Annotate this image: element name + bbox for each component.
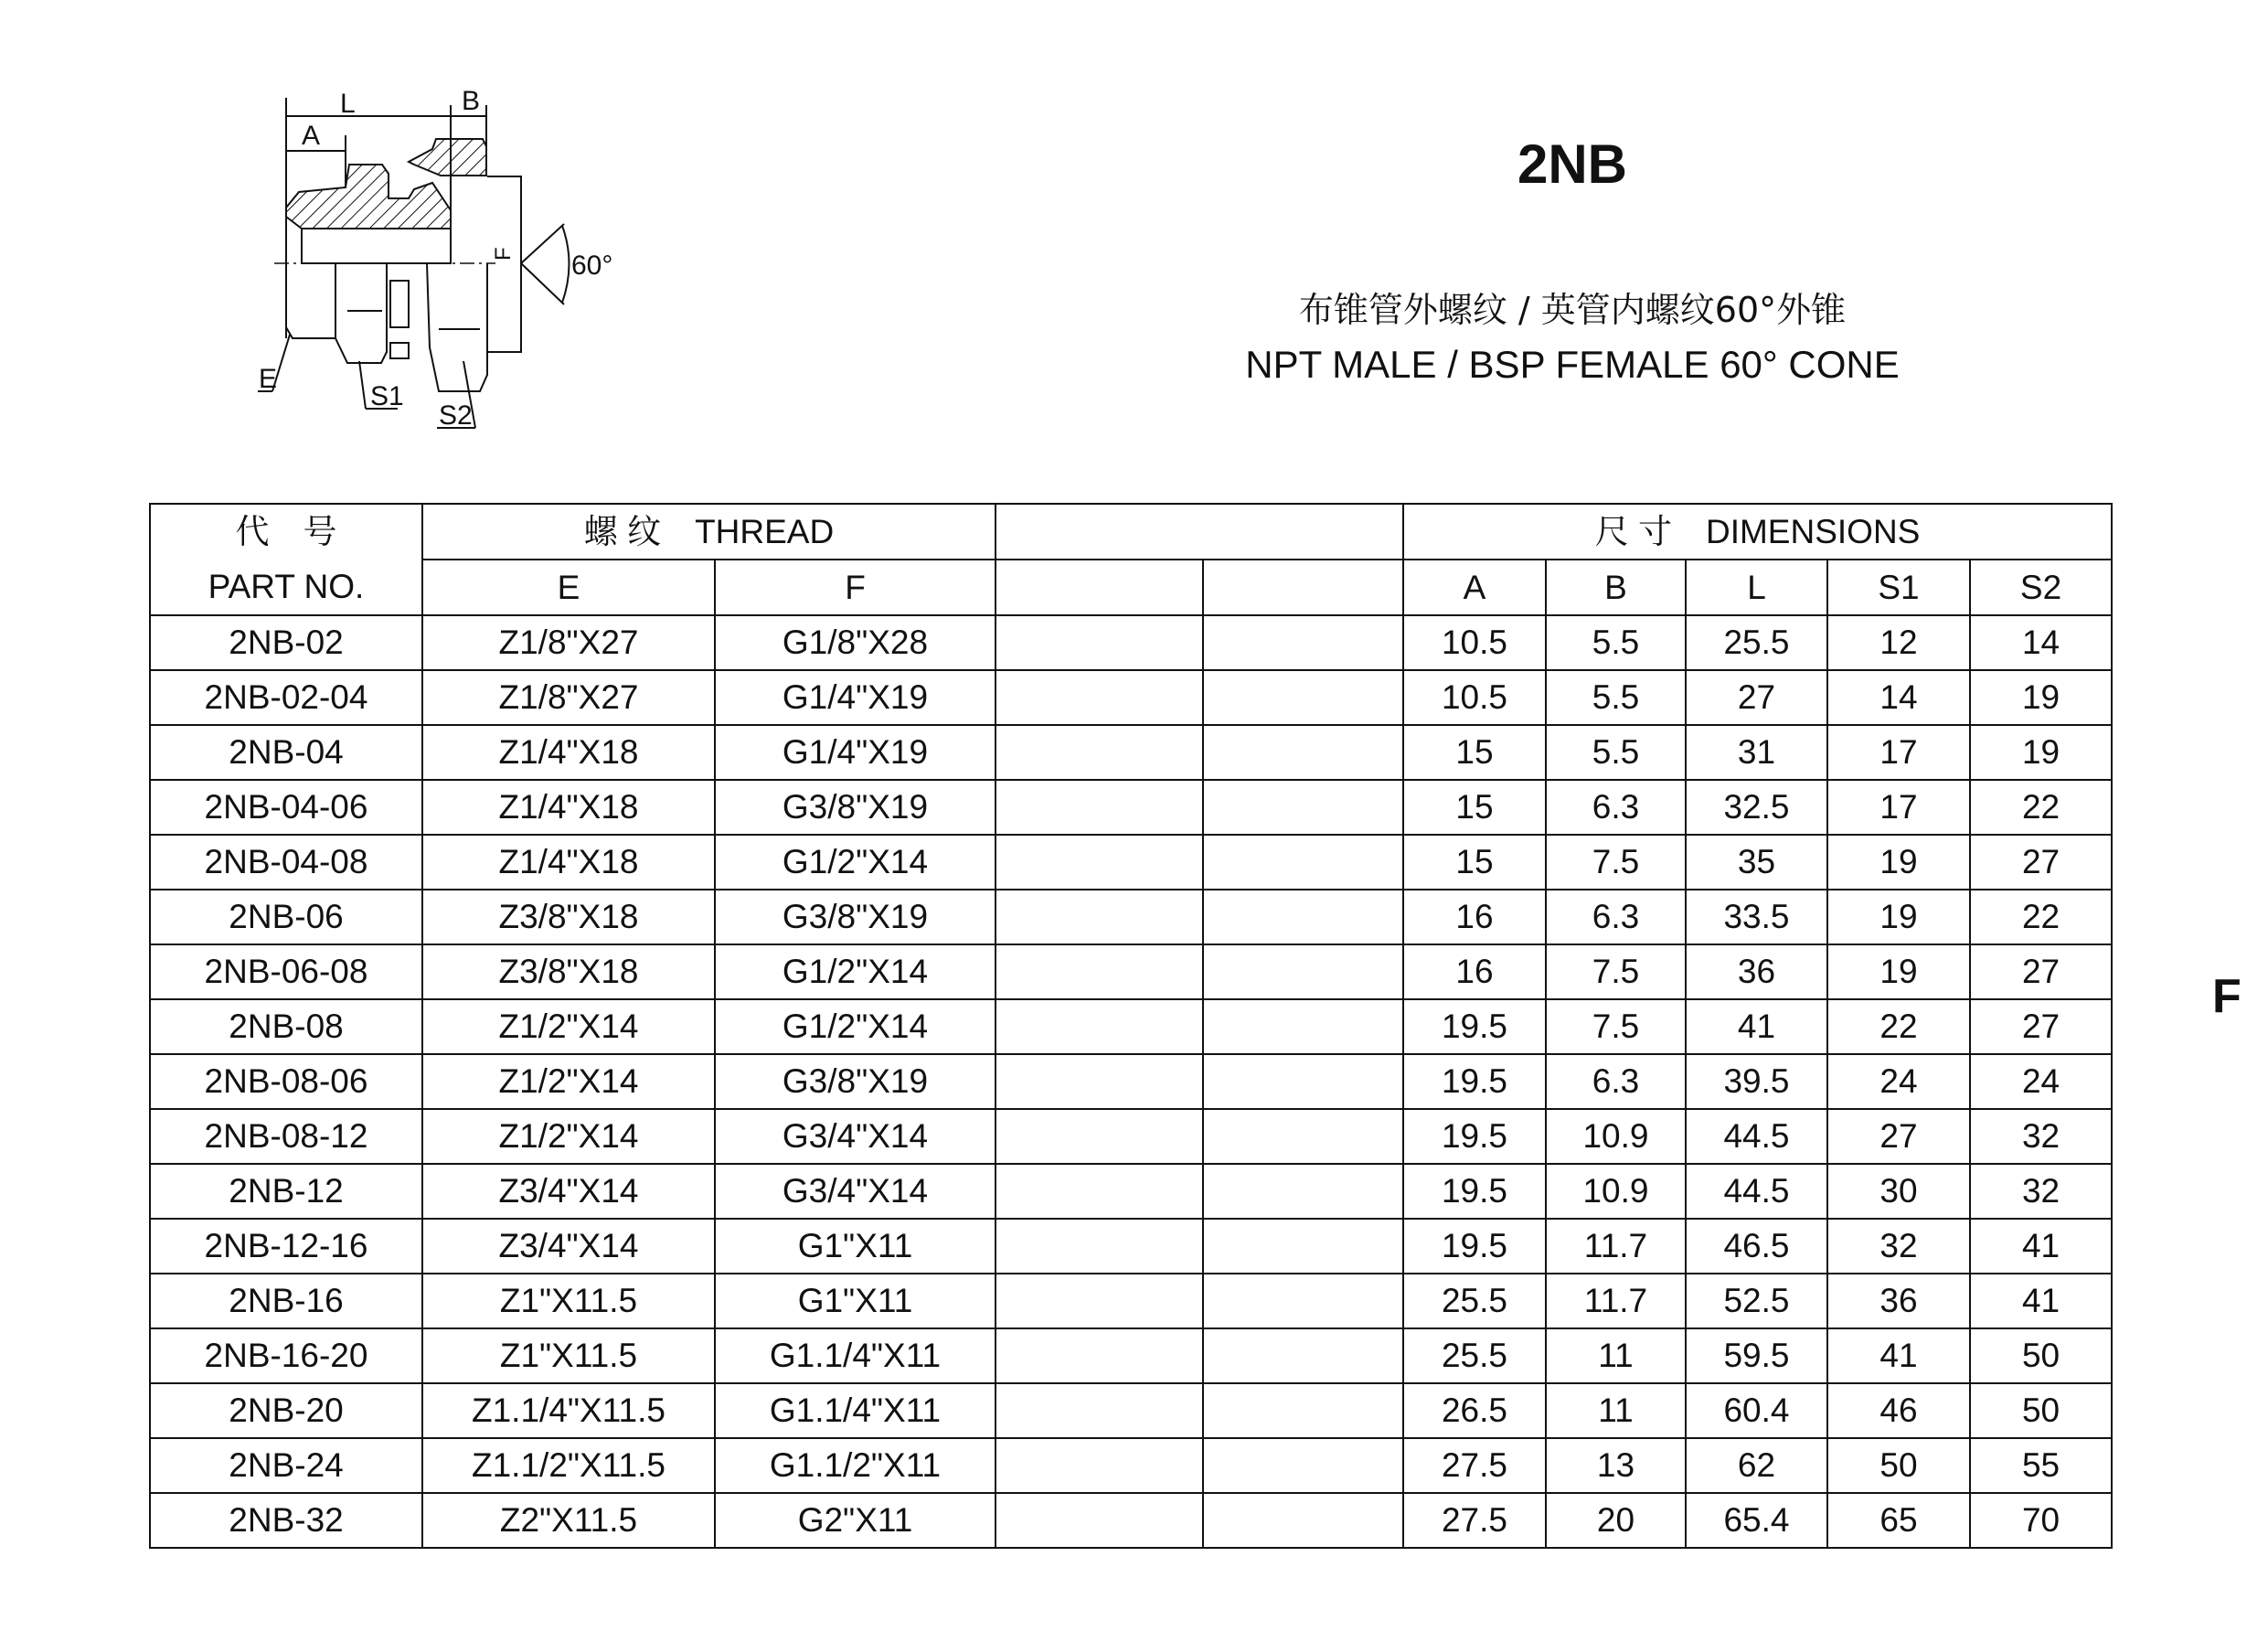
cell-dim-s1: 14 [1827, 670, 1970, 725]
table-row [150, 1054, 2112, 1109]
cell-dim-a: 26.5 [1403, 1383, 1546, 1438]
cell-blank [996, 1109, 1203, 1164]
cell-dim-a: 15 [1403, 835, 1546, 890]
table-row [150, 1383, 2112, 1438]
cell-dim-a: 19.5 [1403, 1164, 1546, 1219]
cell-dim-a: 19.5 [1403, 1054, 1546, 1109]
cell-dim-l: 27 [1686, 670, 1827, 725]
header-row-columns [150, 560, 2112, 615]
cell-dim-l: 25.5 [1686, 615, 1827, 670]
cell-dim-b: 11.7 [1546, 1274, 1686, 1328]
cell-dim-b: 7.5 [1546, 835, 1686, 890]
cell-dim-l: 33.5 [1686, 890, 1827, 944]
table-row [150, 1274, 2112, 1328]
cell-blank [996, 1164, 1203, 1219]
header-f: F [715, 560, 996, 615]
cell-thread-e: Z3/8"X18 [422, 944, 715, 999]
cell-part-no: 2NB-02-04 [150, 670, 422, 725]
cell-dim-s2: 19 [1970, 725, 2112, 780]
cell-dim-l: 60.4 [1686, 1383, 1827, 1438]
cell-blank [996, 1054, 1203, 1109]
cell-thread-e: Z1/4"X18 [422, 725, 715, 780]
cell-part-no: 2NB-20 [150, 1383, 422, 1438]
table-row [150, 890, 2112, 944]
cell-part-no: 2NB-16 [150, 1274, 422, 1328]
table-row [150, 999, 2112, 1054]
dim-label-l: L [340, 89, 356, 119]
product-code-title: 2NB [1517, 133, 1628, 195]
cell-blank [996, 1493, 1203, 1548]
cell-dim-s1: 50 [1827, 1438, 1970, 1493]
dim-label-s2: S2 [439, 400, 473, 431]
cell-dim-s2: 32 [1970, 1164, 2112, 1219]
cell-dim-b: 7.5 [1546, 999, 1686, 1054]
cell-dim-b: 10.9 [1546, 1109, 1686, 1164]
cell-blank [996, 999, 1203, 1054]
cell-dim-s2: 50 [1970, 1328, 2112, 1383]
table-row [150, 1164, 2112, 1219]
cell-blank [1203, 999, 1403, 1054]
cell-dim-s1: 22 [1827, 999, 1970, 1054]
cell-part-no: 2NB-06-08 [150, 944, 422, 999]
header-blank-1 [996, 560, 1203, 615]
cell-thread-e: Z3/4"X14 [422, 1219, 715, 1274]
dim-label-f: F [491, 247, 516, 261]
header-s2: S2 [1970, 560, 2112, 615]
cell-part-no: 2NB-04-06 [150, 780, 422, 835]
cell-blank [1203, 1383, 1403, 1438]
cell-dim-b: 20 [1546, 1493, 1686, 1548]
cell-part-no: 2NB-12 [150, 1164, 422, 1219]
cell-blank [1203, 1164, 1403, 1219]
cell-blank [1203, 615, 1403, 670]
cell-dim-s1: 32 [1827, 1219, 1970, 1274]
cell-thread-e: Z2"X11.5 [422, 1493, 715, 1548]
cell-dim-b: 11.7 [1546, 1219, 1686, 1274]
cell-dim-b: 7.5 [1546, 944, 1686, 999]
cell-dim-s2: 41 [1970, 1274, 2112, 1328]
cell-dim-b: 11 [1546, 1328, 1686, 1383]
cell-dim-a: 27.5 [1403, 1438, 1546, 1493]
cell-thread-f: G1"X11 [715, 1274, 996, 1328]
cell-dim-s2: 41 [1970, 1219, 2112, 1274]
table-row [150, 1219, 2112, 1274]
table-row [150, 1109, 2112, 1164]
header-l: L [1686, 560, 1827, 615]
cell-thread-e: Z1"X11.5 [422, 1274, 715, 1328]
cell-dim-a: 10.5 [1403, 670, 1546, 725]
cell-blank [1203, 944, 1403, 999]
fitting-cross-section-drawing [259, 86, 786, 453]
cell-dim-b: 11 [1546, 1383, 1686, 1438]
cell-dim-a: 16 [1403, 890, 1546, 944]
cell-thread-e: Z1/2"X14 [422, 1054, 715, 1109]
subtitle-english: NPT MALE / BSP FEMALE 60° CONE [1245, 343, 1900, 386]
cell-dim-s1: 27 [1827, 1109, 1970, 1164]
cell-dim-s2: 22 [1970, 890, 2112, 944]
cell-thread-e: Z1/8"X27 [422, 615, 715, 670]
cell-blank [996, 944, 1203, 999]
cell-thread-e: Z3/4"X14 [422, 1164, 715, 1219]
cell-dim-a: 10.5 [1403, 615, 1546, 670]
cell-dim-l: 52.5 [1686, 1274, 1827, 1328]
cell-blank [1203, 835, 1403, 890]
cell-thread-f: G1/2"X14 [715, 944, 996, 999]
cell-dim-a: 25.5 [1403, 1328, 1546, 1383]
cell-thread-e: Z1/4"X18 [422, 780, 715, 835]
cell-dim-a: 19.5 [1403, 1109, 1546, 1164]
cell-thread-f: G1/2"X14 [715, 999, 996, 1054]
cell-dim-s2: 32 [1970, 1109, 2112, 1164]
cell-dim-s1: 30 [1827, 1164, 1970, 1219]
header-thread: 螺 纹 THREAD [422, 504, 996, 560]
cell-thread-f: G3/8"X19 [715, 1054, 996, 1109]
header-e: E [422, 560, 715, 615]
cell-dim-l: 41 [1686, 999, 1827, 1054]
cell-part-no: 2NB-04-08 [150, 835, 422, 890]
cell-part-no: 2NB-04 [150, 725, 422, 780]
cell-dim-s2: 14 [1970, 615, 2112, 670]
header-part-cn: 代 号 [235, 513, 337, 550]
cell-dim-l: 36 [1686, 944, 1827, 999]
cell-blank [996, 1383, 1203, 1438]
cell-blank [1203, 1109, 1403, 1164]
cell-dim-s2: 27 [1970, 999, 2112, 1054]
cell-dim-s2: 55 [1970, 1438, 2112, 1493]
header-a: A [1403, 560, 1546, 615]
cell-dim-b: 5.5 [1546, 615, 1686, 670]
cell-dim-s1: 24 [1827, 1054, 1970, 1109]
cell-dim-b: 6.3 [1546, 1054, 1686, 1109]
cell-thread-f: G1/2"X14 [715, 835, 996, 890]
cell-part-no: 2NB-08-06 [150, 1054, 422, 1109]
cell-blank [1203, 1219, 1403, 1274]
cell-dim-s2: 50 [1970, 1383, 2112, 1438]
cell-dim-a: 15 [1403, 725, 1546, 780]
table-row [150, 1493, 2112, 1548]
cell-dim-s1: 12 [1827, 615, 1970, 670]
cell-blank [996, 835, 1203, 890]
cell-dim-s1: 41 [1827, 1328, 1970, 1383]
header-b: B [1546, 560, 1686, 615]
table-row [150, 944, 2112, 999]
header-dimensions: 尺 寸 DIMENSIONS [1403, 504, 2112, 560]
cell-part-no: 2NB-06 [150, 890, 422, 944]
cell-part-no: 2NB-08-12 [150, 1109, 422, 1164]
cell-blank [1203, 1054, 1403, 1109]
cell-dim-s1: 17 [1827, 780, 1970, 835]
cell-thread-e: Z1.1/2"X11.5 [422, 1438, 715, 1493]
cell-dim-a: 16 [1403, 944, 1546, 999]
cell-thread-f: G2"X11 [715, 1493, 996, 1548]
cell-part-no: 2NB-16-20 [150, 1328, 422, 1383]
cell-dim-a: 15 [1403, 780, 1546, 835]
cell-thread-f: G3/8"X19 [715, 780, 996, 835]
cell-dim-l: 46.5 [1686, 1219, 1827, 1274]
cell-dim-b: 5.5 [1546, 670, 1686, 725]
header-blank-2 [1203, 560, 1403, 615]
header-part-no [150, 504, 422, 615]
cell-blank [996, 670, 1203, 725]
cell-dim-s1: 36 [1827, 1274, 1970, 1328]
cell-thread-e: Z3/8"X18 [422, 890, 715, 944]
cell-dim-b: 6.3 [1546, 890, 1686, 944]
header-row-group [150, 504, 2112, 560]
cell-dim-s1: 19 [1827, 890, 1970, 944]
cell-dim-l: 39.5 [1686, 1054, 1827, 1109]
cell-thread-f: G1.1/4"X11 [715, 1383, 996, 1438]
cell-blank [1203, 780, 1403, 835]
header-s1: S1 [1827, 560, 1970, 615]
cell-dim-l: 44.5 [1686, 1109, 1827, 1164]
cell-blank [1203, 1493, 1403, 1548]
dim-label-a: A [302, 121, 321, 151]
table-row [150, 725, 2112, 780]
cell-thread-e: Z1/2"X14 [422, 1109, 715, 1164]
cell-thread-f: G1/4"X19 [715, 725, 996, 780]
cell-dim-s1: 19 [1827, 835, 1970, 890]
cell-blank [1203, 1438, 1403, 1493]
cell-part-no: 2NB-02 [150, 615, 422, 670]
cell-dim-b: 10.9 [1546, 1164, 1686, 1219]
cell-thread-e: Z1.1/4"X11.5 [422, 1383, 715, 1438]
cell-dim-l: 59.5 [1686, 1328, 1827, 1383]
cell-blank [996, 1274, 1203, 1328]
table-row [150, 780, 2112, 835]
cell-part-no: 2NB-24 [150, 1438, 422, 1493]
cell-thread-f: G3/4"X14 [715, 1164, 996, 1219]
cell-blank [996, 725, 1203, 780]
cell-dim-b: 6.3 [1546, 780, 1686, 835]
cell-part-no: 2NB-32 [150, 1493, 422, 1548]
table-row [150, 1438, 2112, 1493]
cell-thread-f: G1"X11 [715, 1219, 996, 1274]
cell-blank [1203, 1328, 1403, 1383]
cell-dim-s2: 27 [1970, 835, 2112, 890]
cell-dim-s1: 19 [1827, 944, 1970, 999]
cell-dim-a: 19.5 [1403, 1219, 1546, 1274]
cell-blank [1203, 1274, 1403, 1328]
cell-blank [996, 890, 1203, 944]
cell-thread-f: G1.1/4"X11 [715, 1328, 996, 1383]
cell-thread-f: G1/4"X19 [715, 670, 996, 725]
cell-dim-b: 13 [1546, 1438, 1686, 1493]
cell-dim-s2: 70 [1970, 1493, 2112, 1548]
dim-label-e: E [259, 364, 278, 394]
cell-dim-l: 35 [1686, 835, 1827, 890]
cell-thread-e: Z1/4"X18 [422, 835, 715, 890]
cell-dim-a: 25.5 [1403, 1274, 1546, 1328]
cell-dim-l: 31 [1686, 725, 1827, 780]
cell-thread-f: G3/4"X14 [715, 1109, 996, 1164]
table-row [150, 1328, 2112, 1383]
cell-blank [1203, 670, 1403, 725]
cell-dim-b: 5.5 [1546, 725, 1686, 780]
cell-blank [996, 615, 1203, 670]
cell-blank [996, 1438, 1203, 1493]
header-part-en: PART NO. [208, 568, 365, 605]
cell-thread-f: G3/8"X19 [715, 890, 996, 944]
cell-dim-a: 27.5 [1403, 1493, 1546, 1548]
dim-label-b: B [462, 86, 481, 116]
subtitle-chinese: 布锥管外螺纹 / 英管内螺纹60°外锥 [1298, 290, 1847, 330]
cell-part-no: 2NB-08 [150, 999, 422, 1054]
cell-dim-s2: 22 [1970, 780, 2112, 835]
cell-thread-e: Z1/8"X27 [422, 670, 715, 725]
header-blank [996, 504, 1403, 560]
cell-dim-l: 65.4 [1686, 1493, 1827, 1548]
cell-blank [996, 780, 1203, 835]
cell-dim-l: 32.5 [1686, 780, 1827, 835]
angle-label: 60° [571, 251, 613, 281]
cell-dim-s2: 24 [1970, 1054, 2112, 1109]
cell-dim-a: 19.5 [1403, 999, 1546, 1054]
cell-dim-l: 44.5 [1686, 1164, 1827, 1219]
table-row [150, 670, 2112, 725]
cell-thread-e: Z1/2"X14 [422, 999, 715, 1054]
table-row [150, 835, 2112, 890]
table-row [150, 615, 2112, 670]
cell-dim-s2: 27 [1970, 944, 2112, 999]
cell-part-no: 2NB-12-16 [150, 1219, 422, 1274]
cell-dim-s1: 65 [1827, 1493, 1970, 1548]
cell-blank [1203, 890, 1403, 944]
cell-dim-s1: 17 [1827, 725, 1970, 780]
cell-dim-s1: 46 [1827, 1383, 1970, 1438]
cell-blank [1203, 725, 1403, 780]
cell-thread-f: G1.1/2"X11 [715, 1438, 996, 1493]
cell-dim-l: 62 [1686, 1438, 1827, 1493]
cell-dim-s2: 19 [1970, 670, 2112, 725]
cell-thread-f: G1/8"X28 [715, 615, 996, 670]
specification-table [149, 503, 2113, 1549]
cell-blank [996, 1219, 1203, 1274]
cell-blank [996, 1328, 1203, 1383]
section-letter: F [2212, 970, 2241, 1023]
dim-label-s1: S1 [370, 381, 404, 411]
cell-thread-e: Z1"X11.5 [422, 1328, 715, 1383]
